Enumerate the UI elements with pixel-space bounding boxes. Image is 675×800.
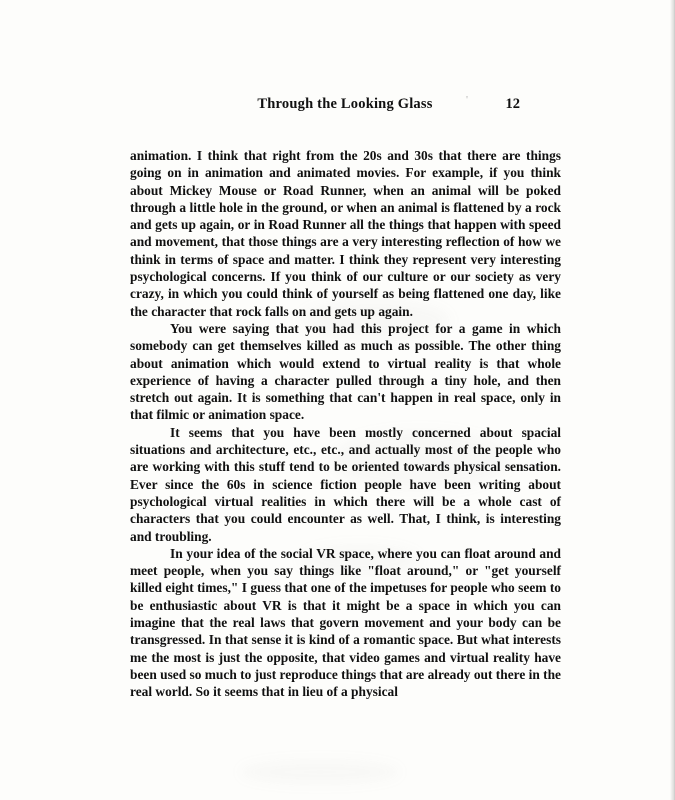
page-showthrough-blotch [240,760,400,784]
body-text-column [130,147,561,701]
paragraph-game-project: You were saying that you had this project for a game in which somebody can get themselves killed as much as possible. The other thing about animation which would extend to virtual reality is that whole experience of having a character pulled through a tiny hole, and then stretch out again. It is something that can't happen in real space, only in that filmic or animation space. [130,320,561,423]
running-head-title: Through the Looking Glass [257,96,433,112]
scan-speckle: ' [466,94,468,106]
page-number: 12 [505,96,520,112]
paragraph-continued: animation. I think that right from the 20s and 30s that there are things going on in animation and animated movies. For example, if you think about Mickey Mouse or Road Runner, when an animal will be poked through a little hole in the ground, or when an animal is flattened by a rock and gets up again, or in Road Runner all the things that happen with speed and movement, that those things are a very interesting reflection of how we think in terms of space and matter. I think they represent very interesting psychological concerns. If you think of our culture or our society as very crazy, in which you could think of yourself as being flattened one day, like the character that rock falls on and gets up again. [130,148,561,319]
paragraph-social-vr-space: In your idea of the social VR space, where you can float around and meet people, when you say things like "float around," or "get yourself killed eight times," I guess that one of the impetuses for people who seem to be enthusiastic about VR is that it might be a space in which you can imagine that the real laws that govern movement and your body can be transgressed. In that sense it is kind of a romantic space. But what interests me the most is just the opposite, that video games and virtual reality have been used so much to just reproduce things that are already out there in the real world. So it seems that in lieu of a physical [130,545,561,700]
paragraph-spacial-situations: It seems that you have been mostly concerned about spacial situations and architecture, etc., etc., and actually most of the people who are working with this stuff tend to be oriented towards physical sensation. Ever since the 60s in science fiction people have been writing about psychological virtual realities in which there will be a whole cast of characters that you could encounter as well. That, I think, is interesting and troubling. [130,424,561,544]
page-header [130,96,560,116]
scan-edge-shadow [670,0,675,800]
